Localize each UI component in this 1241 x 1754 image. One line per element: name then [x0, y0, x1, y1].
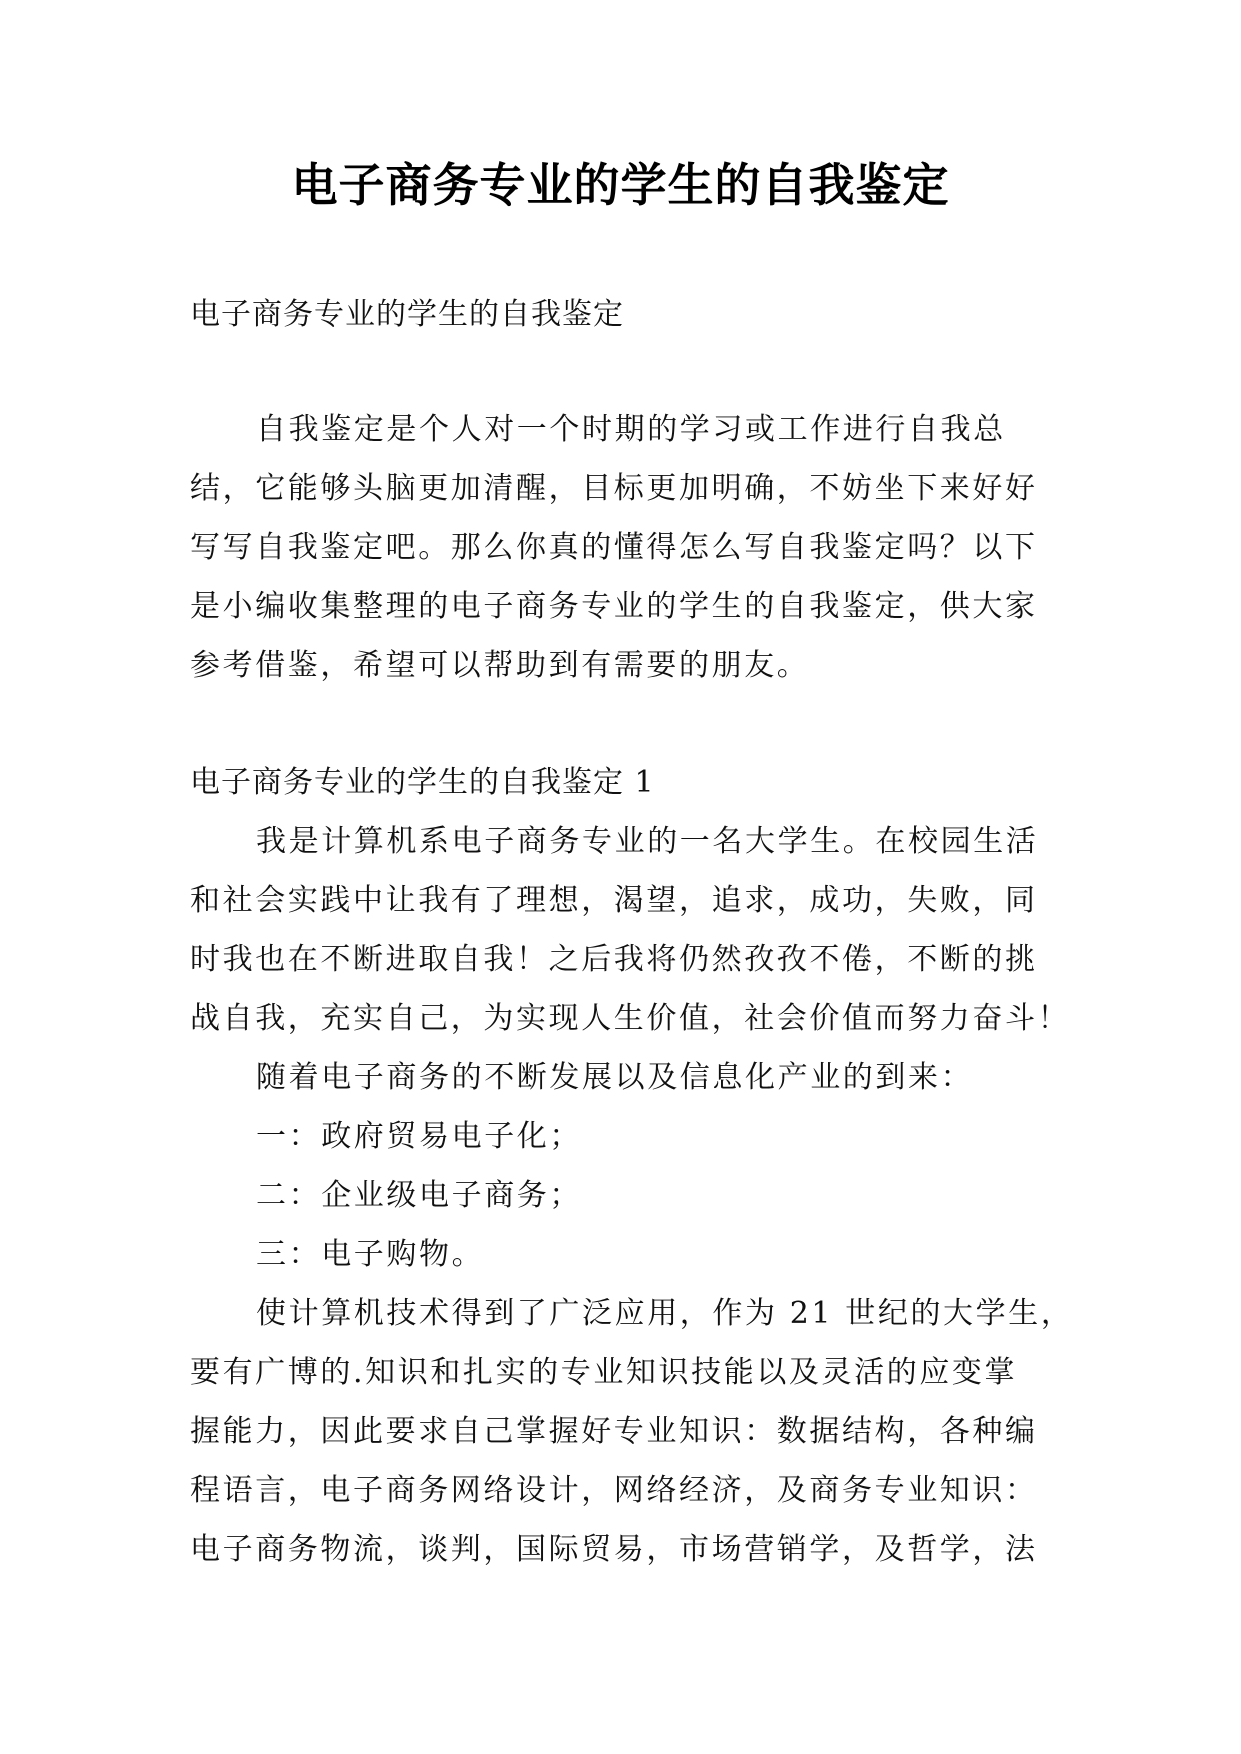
intro-line: 参考借鉴，希望可以帮助到有需要的朋友。 [190, 648, 810, 683]
document-title: 电子商务专业的学生的自我鉴定 [291, 158, 950, 212]
body-line: 我是计算机系电子商务专业的一名大学生。在校园生活 [256, 824, 1039, 859]
body-line: 握能力，因此要求自己掌握好专业知识：数据结构，各种编 [190, 1414, 1038, 1449]
body-line: 程语言，电子商务网络设计，网络经济，及商务专业知识： [190, 1473, 1038, 1508]
list-item: 二：企业级电子商务； [256, 1178, 582, 1213]
body-line: 电子商务物流，谈判，国际贸易，市场营销学，及哲学，法 [190, 1532, 1038, 1567]
list-item: 一：政府贸易电子化； [256, 1119, 582, 1154]
body-line: 和社会实践中让我有了理想，渴望，追求，成功，失败，同 [190, 883, 1038, 918]
body-line: 时我也在不断进取自我！之后我将仍然孜孜不倦，不断的挑 [190, 942, 1038, 977]
list-item: 三：电子购物。 [256, 1237, 485, 1272]
body-line: 使计算机技术得到了广泛应用，作为 21 世纪的大学生， [256, 1296, 1074, 1331]
intro-line: 是小编收集整理的电子商务专业的学生的自我鉴定，供大家 [190, 589, 1038, 624]
intro-line: 结，它能够头脑更加清醒，目标更加明确，不妨坐下来好好 [190, 471, 1038, 506]
intro-line: 自我鉴定是个人对一个时期的学习或工作进行自我总 [256, 412, 1006, 447]
document-subtitle: 电子商务专业的学生的自我鉴定 [190, 297, 624, 332]
intro-line: 写写自我鉴定吧。那么你真的懂得怎么写自我鉴定吗？以下 [190, 530, 1038, 565]
section-heading: 电子商务专业的学生的自我鉴定 1 [190, 765, 655, 800]
body-line: 要有广博的.知识和扎实的专业知识技能以及灵活的应变掌 [190, 1355, 1018, 1390]
body-line: 战自我，充实自己，为实现人生价值，社会价值而努力奋斗！ [190, 1001, 1071, 1036]
body-line: 随着电子商务的不断发展以及信息化产业的到来： [256, 1060, 974, 1095]
